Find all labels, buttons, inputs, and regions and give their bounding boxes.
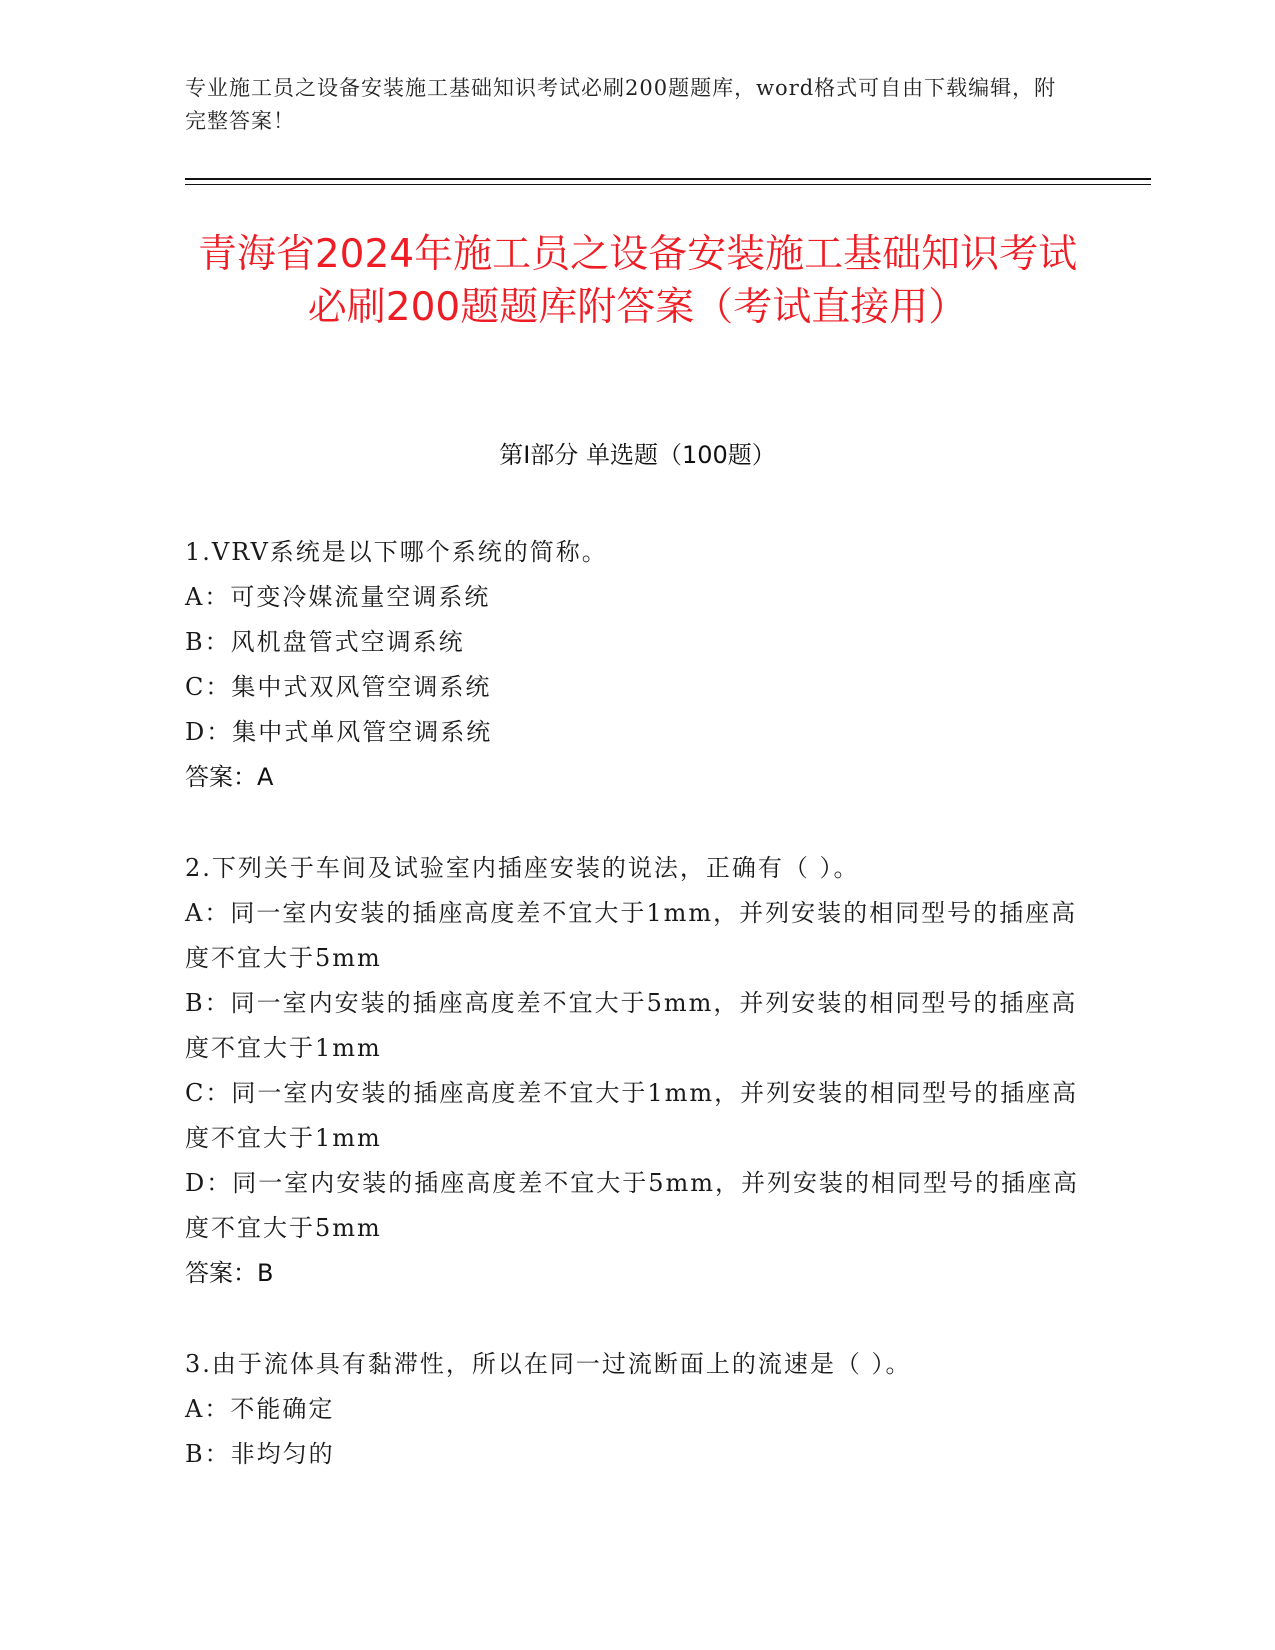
- option-a: A：可变冷媒流量空调系统: [185, 583, 491, 611]
- option-d: D：同一室内安装的插座高度差不宜大于5mm，并列安装的相同型号的插座高度不宜大于5mm: [185, 1169, 1080, 1242]
- option-a: A：同一室内安装的插座高度差不宜大于1mm，并列安装的相同型号的插座高度不宜大于5mm: [185, 899, 1078, 972]
- document-title: 青海省2024年施工员之设备安装施工基础知识考试必刷200题题库附答案（考试直接用）: [197, 232, 1078, 330]
- question-list: [185, 530, 1080, 1523]
- header-note: 专业施工员之设备安装施工基础知识考试必刷200题题库，word格式可自由下载编辑，附完整答案！: [185, 76, 1057, 133]
- section-heading: 第Ⅰ部分 单选题（100题）: [499, 441, 776, 469]
- option-c: C：同一室内安装的插座高度差不宜大于1mm，并列安装的相同型号的插座高度不宜大于1mm: [185, 1079, 1079, 1152]
- option-c: C：集中式双风管空调系统: [185, 673, 492, 701]
- header-divider-thin: [185, 184, 1151, 185]
- option-d: D：集中式单风管空调系统: [185, 718, 493, 746]
- answer: 答案：B: [185, 1259, 274, 1287]
- question-stem: 3.由于流体具有黏滞性，所以在同一过流断面上的流速是（ ）。: [185, 1350, 912, 1378]
- question-1: [185, 530, 1080, 800]
- question-stem: 1.VRV系统是以下哪个系统的简称。: [185, 538, 608, 566]
- question-stem: 2.下列关于车间及试验室内插座安装的说法，正确有（ ）。: [185, 854, 860, 882]
- answer: 答案：A: [185, 763, 274, 791]
- option-a: A：不能确定: [185, 1395, 335, 1423]
- option-b: B：同一室内安装的插座高度差不宜大于5mm，并列安装的相同型号的插座高度不宜大于1mm: [185, 989, 1078, 1062]
- question-3: [185, 1342, 1080, 1477]
- option-b: B：非均匀的: [185, 1440, 335, 1468]
- header-divider-thick: [185, 178, 1151, 180]
- question-2: [185, 846, 1080, 1296]
- option-b: B：风机盘管式空调系统: [185, 628, 465, 656]
